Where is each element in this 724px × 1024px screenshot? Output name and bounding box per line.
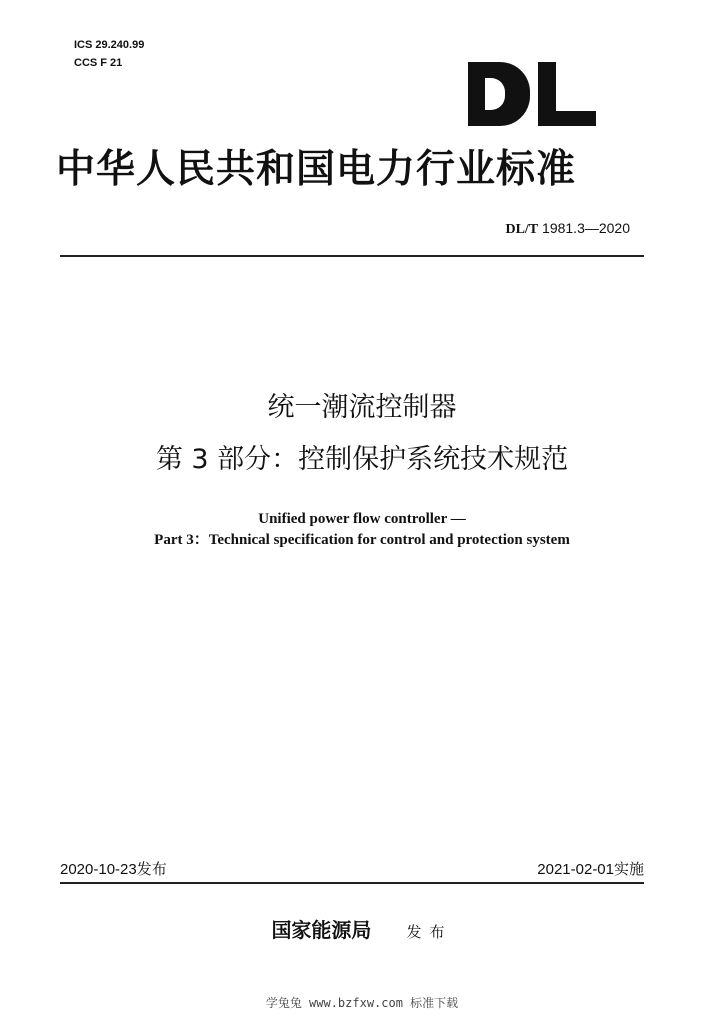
- standard-code-number: 1981.3—2020: [542, 220, 630, 236]
- issuer-name: 国家能源局: [271, 918, 372, 942]
- en-title-line1: Unified power flow controller —: [258, 511, 466, 527]
- header-divider: [60, 255, 644, 257]
- cn-title-line1: 统一潮流控制器: [267, 392, 457, 423]
- dl-logo-d-shape: [468, 62, 530, 126]
- footer-divider: [60, 882, 644, 884]
- dl-logo-l-shape: [538, 62, 596, 126]
- standard-code: [440, 220, 630, 238]
- ccs-code: CCS F 21: [74, 57, 123, 69]
- issuer-action: 发布: [406, 923, 453, 941]
- ics-code: ICS 29.240.99: [74, 39, 145, 51]
- watermark-text: 学兔兔 www.bzfxw.com 标准下载: [265, 996, 459, 1010]
- standard-type-heading: 中华人民共和国电力行业标准: [56, 146, 577, 192]
- cn-title-line2: 第 3 部分：控制保护系统技术规范: [155, 444, 569, 475]
- issuer: [200, 914, 524, 943]
- effective-date: 2021-02-01实施: [537, 861, 644, 878]
- dl-logo: [468, 58, 598, 126]
- en-title-line2: Part 3：Technical specification for control and protection system: [154, 532, 570, 548]
- standard-code-prefix: DL/T: [505, 222, 539, 237]
- issue-date: 2020-10-23发布: [60, 861, 167, 878]
